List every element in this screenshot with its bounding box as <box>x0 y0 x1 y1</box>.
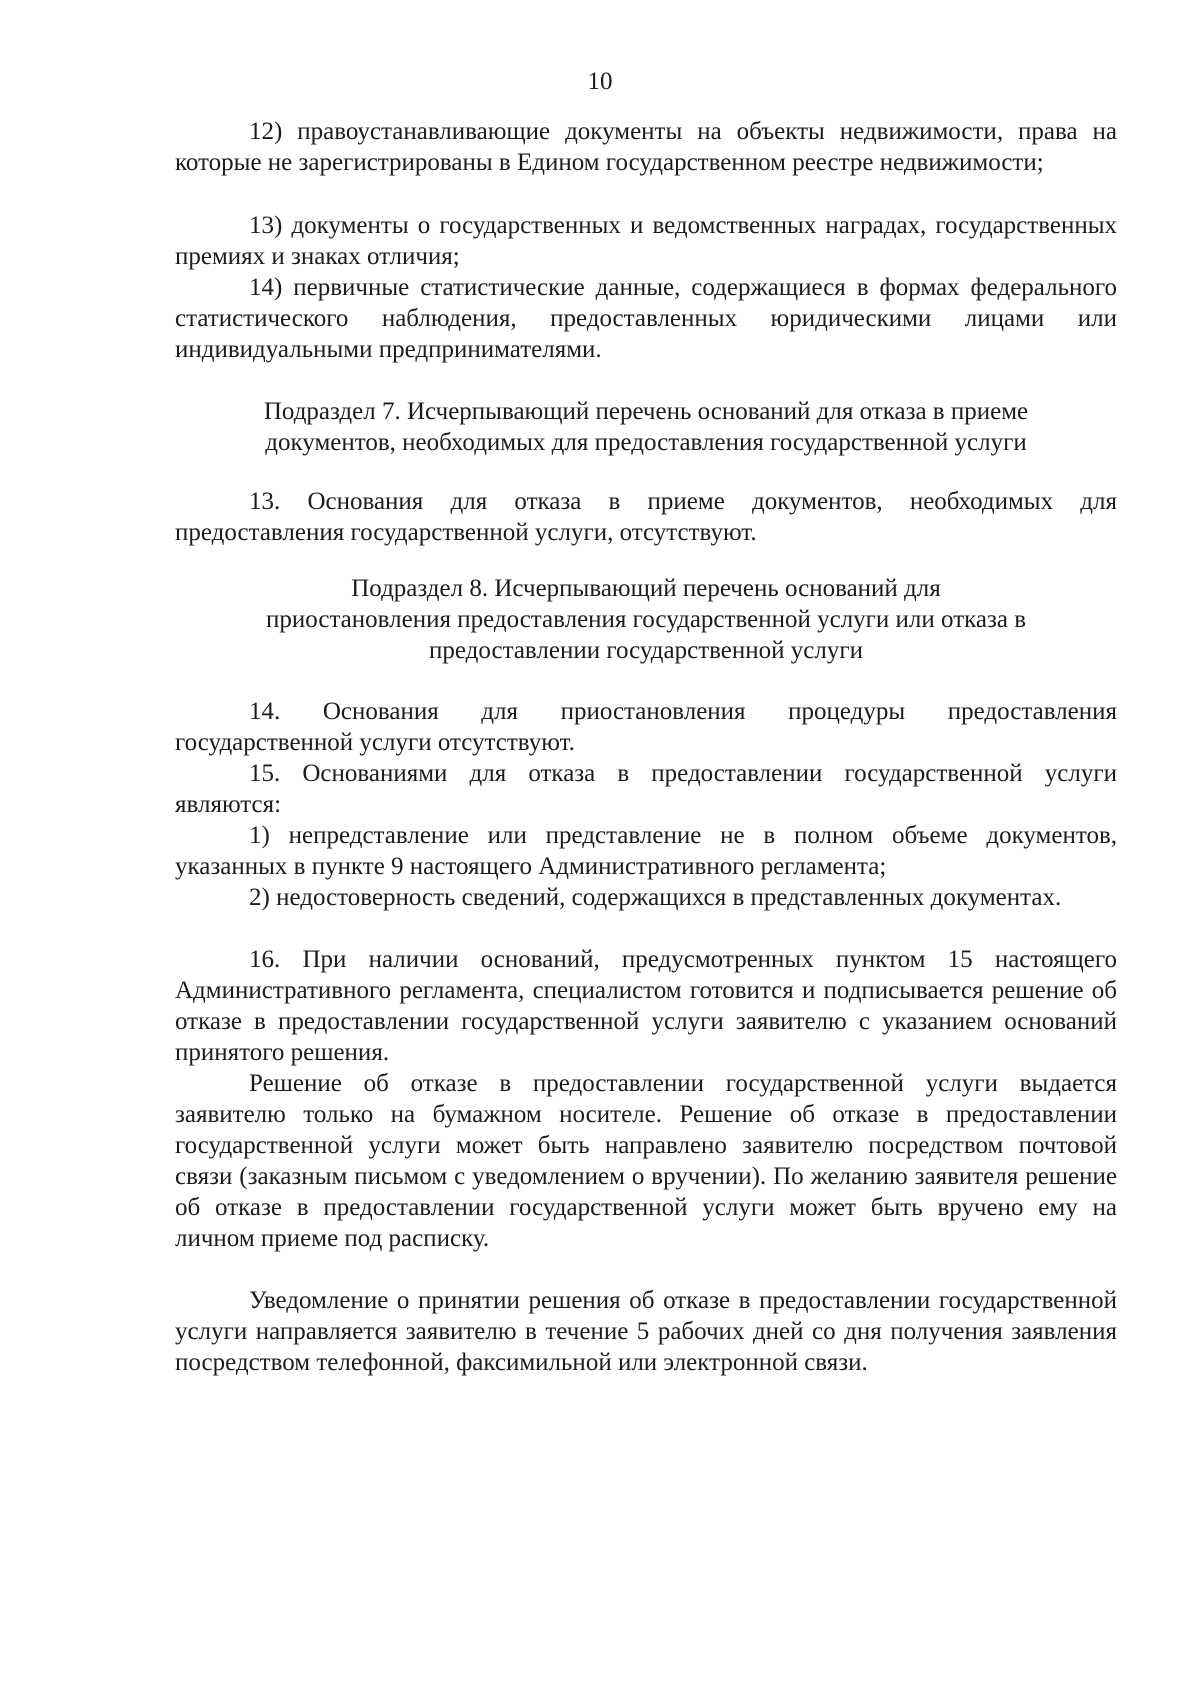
paragraph-15-1: 1) непредставление или представление не в полном объеме документов, указанных в пункте 9 настоящего Административного регламента; <box>175 822 1117 880</box>
paragraph-14: 14. Основания для приостановления процедуры предоставления государственной услуги отсутствуют. <box>175 698 1117 756</box>
list-item-12 <box>175 116 1117 178</box>
paragraph-15-block <box>175 758 1117 820</box>
list-item-14 <box>175 272 1117 365</box>
page-number: 10 <box>587 68 613 95</box>
paragraph-notice: Уведомление о принятии решения об отказе в предоставлении государственной услуги направляется заявителю в течение 5 рабочих дней со дня получения заявления посредством телефонной, факсимильной или электронной связи. <box>175 1287 1117 1376</box>
subsection-7-heading <box>175 396 1117 458</box>
paragraph-15-1-block <box>175 820 1117 882</box>
paragraph-16: 16. При наличии оснований, предусмотренных пунктом 15 настоящего Административного регламента, специалистом готовится и подписывается решение об отказе в предоставлении государственной услуги заявителю с указанием оснований принятого решения. <box>175 946 1117 1066</box>
paragraph-15: 15. Основаниями для отказа в предоставлении государственной услуги являются: <box>175 760 1117 818</box>
paragraph-15-2-block <box>175 882 1117 913</box>
paragraph-13-block <box>175 486 1117 548</box>
paragraph-13: 13. Основания для отказа в приеме документов, необходимых для предоставления государственной услуги, отсутствуют. <box>175 488 1117 546</box>
paragraph-item-12: 12) правоустанавливающие документы на объекты недвижимости, права на которые не зарегистрированы в Едином государственном реестре недвижимости; <box>175 118 1117 176</box>
paragraph-14-block <box>175 696 1117 758</box>
list-item-13 <box>175 210 1117 272</box>
subsection-8-heading-line-3: предоставлении государственной услуги <box>429 637 863 664</box>
paragraph-notice-block <box>175 1285 1117 1378</box>
subsection-8-heading-line-1: Подраздел 8. Исчерпывающий перечень оснований для <box>351 575 941 602</box>
subsection-7-heading-line-2: документов, необходимых для предоставления государственной услуги <box>265 429 1027 456</box>
subsection-8-heading-line-2: приостановления предоставления государственной услуги или отказа в <box>265 606 1027 633</box>
paragraph-item-14: 14) первичные статистические данные, содержащиеся в формах федерального статистического наблюдения, предоставленных юридическими лицами или индивидуальными предпринимателями. <box>175 274 1117 363</box>
paragraph-item-13: 13) документы о государственных и ведомственных наградах, государственных премиях и знаках отличия; <box>175 212 1117 270</box>
paragraph-decision: Решение об отказе в предоставлении государственной услуги выдается заявителю только на бумажном носителе. Решение об отказе в предоставлении государственной услуги может быть направлено заявителю посредством почтовой связи (заказным письмом с уведомлением о вручении). По желанию заявителя решение об отказе в предоставлении государственной услуги может быть вручено ему на личном приеме под расписку. <box>175 1070 1117 1252</box>
paragraph-decision-block <box>175 1068 1117 1254</box>
paragraph-15-2: 2) недостоверность сведений, содержащихся в представленных документах. <box>249 884 1062 911</box>
subsection-7-heading-line-1: Подраздел 7. Исчерпывающий перечень оснований для отказа в приеме <box>263 398 1029 425</box>
paragraph-16-block <box>175 944 1117 1068</box>
subsection-8-heading <box>175 573 1117 666</box>
